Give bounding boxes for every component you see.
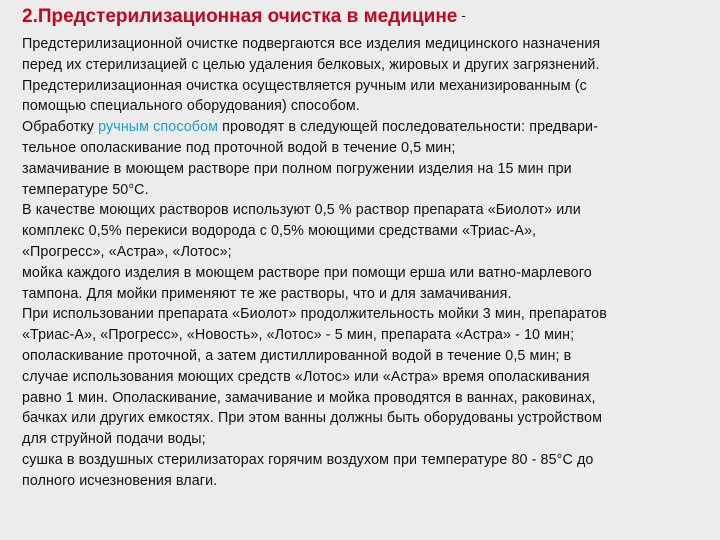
body-line-highlight [22,117,706,138]
body-line: Предстерилизационная очистка осуществляется ручным или механизированным (с [22,77,587,94]
body-line: для струйной подачи воды; [22,431,206,448]
body-line: ополаскивание проточной, а затем дистиллированной водой в течение 0,5 мин; в [22,347,572,364]
body-line: температуре 50°С. [22,181,149,198]
body-text [22,34,706,492]
body-line: бачках или других емкостях. При этом ванны должны быть оборудованы устройством [22,410,603,427]
body-line: Предстерилизационной очистке подвергаются все изделия медицинского назначения [22,36,601,52]
body-line: «Триас-А», «Прогресс», «Новость», «Лотос» - 5 мин, препарата «Астра» - 10 мин; [22,327,575,344]
title-row [22,6,702,28]
body-line: полного исчезновения влаги. [22,472,218,489]
manual-method-highlight: ручным способом [98,119,219,136]
body-line: В качестве моющих растворов используют 0,5 % раствор препарата «Биолот» или [22,202,581,219]
body-line: тельное ополаскивание под проточной водой в течение 0,5 мин; [22,139,456,156]
body-text-after: проводят в следующей последовательности: предвари- [218,119,598,136]
body-line: равно 1 мин. Ополаскивание, замачивание и мойка проводятся в ваннах, раковинах, [22,389,596,406]
body-line: случае использования моющих средств «Лотос» или «Астра» время ополаскивания [22,368,590,385]
title-dash: - [461,8,466,23]
body-line: замачивание в моющем растворе при полном погружении изделия на 15 мин при [22,160,572,177]
body-line: помощью специального оборудования) способом. [22,98,360,115]
body-line: сушка в воздушных стерилизаторах горячим воздухом при температуре 80 - 85°С до [22,451,594,468]
body-line: При использовании препарата «Биолот» продолжительность мойки 3 мин, препаратов [22,306,607,323]
body-line: мойка каждого изделия в моющем растворе при помощи ерша или ватно-марлевого [22,264,592,281]
body-line: «Прогресс», «Астра», «Лотос»; [22,243,232,260]
body-line: комплекс 0,5% перекиси водорода с 0,5% моющими средствами «Триас-А», [22,223,537,240]
body-text-before: Обработку [22,119,99,136]
body-line: тампона. Для мойки применяют те же растворы, что и для замачивания. [22,285,512,302]
slide-title: 2.Предстерилизационная очистка в медицине [22,6,458,27]
body-line: перед их стерилизацией с целью удаления белковых, жировых и других загрязнений. [22,56,600,73]
